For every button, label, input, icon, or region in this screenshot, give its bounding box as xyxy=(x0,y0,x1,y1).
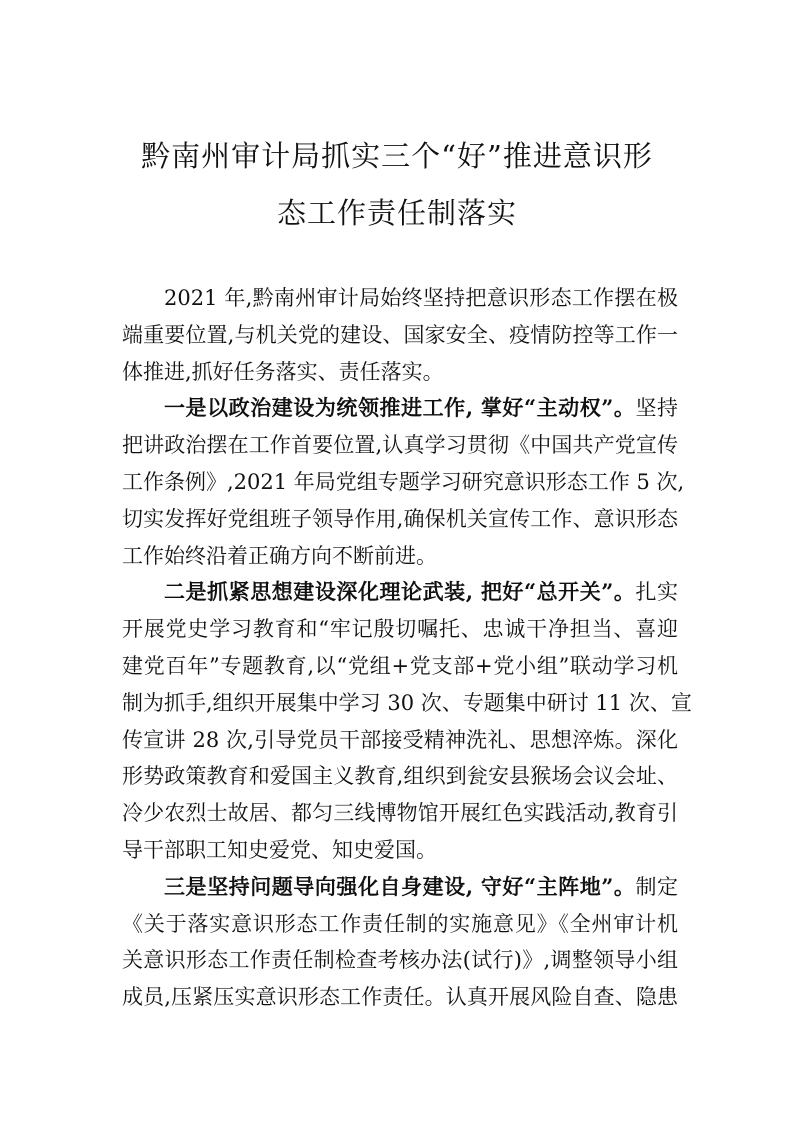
paragraph-lead-heading: 三是坚持问题导向强化自身建设, 守好“主阵地”。 xyxy=(164,873,636,899)
paragraph-line xyxy=(122,538,678,575)
paragraph xyxy=(122,869,678,1016)
paragraph-line-text: 制为抓手,组织开展集中学习 30 次、专题集中研讨 11 次、宣 xyxy=(122,690,692,715)
paragraph-line xyxy=(122,906,678,943)
paragraph-line xyxy=(122,758,678,795)
paragraph-lead-heading: 一是以政治建设为统领推进工作, 掌好“主动权”。 xyxy=(164,395,636,421)
paragraph-line xyxy=(122,722,678,759)
paragraph-line xyxy=(122,832,678,869)
paragraph-line xyxy=(122,942,678,979)
paragraph-line-text: 坚持 xyxy=(635,396,679,421)
document-body xyxy=(122,280,692,1016)
paragraph-line xyxy=(122,354,678,391)
paragraph-line-text: 把讲政治摆在工作首要位置,认真学习贯彻《中国共产党宣传 xyxy=(122,433,678,458)
document-title-line-2: 态工作责任制落实 xyxy=(276,196,517,230)
paragraph-line xyxy=(122,869,678,906)
paragraph-line xyxy=(122,464,685,501)
paragraph-line-text: 2021 年,黔南州审计局始终坚持把意识形态工作摆在极 xyxy=(164,286,678,310)
paragraph-line-text: 切实发挥好党组班子领导作用,确保机关宣传工作、意识形态 xyxy=(122,506,678,531)
paragraph-line-text: 形势政策教育和爱国主义教育,组织到瓮安县猴场会议会址、 xyxy=(122,764,678,789)
paragraph-line xyxy=(122,390,678,427)
paragraph-line-text: 体推进,抓好任务落实、责任落实。 xyxy=(122,359,444,384)
paragraph-line-text: 导干部职工知史爱党、知史爱国。 xyxy=(122,837,437,862)
document-title-line-1: 黔南州审计局抓实三个“好”推进意识形 xyxy=(141,139,653,173)
paragraph-line xyxy=(122,611,678,648)
paragraph-line-text: 《关于落实意识形态工作责任制的实施意见》《全州审计机 xyxy=(122,911,678,936)
paragraph-line-text: 传宣讲 28 次,引导党员干部接受精神洗礼、思想淬炼。深化 xyxy=(122,727,678,752)
paragraph-line xyxy=(122,685,692,722)
paragraph-line-text: 制定 xyxy=(635,874,679,899)
paragraph-line xyxy=(122,648,678,685)
paragraph-line-text: 扎实 xyxy=(635,580,679,605)
paragraph-line xyxy=(122,574,678,611)
paragraph xyxy=(122,574,692,868)
paragraph xyxy=(122,390,685,574)
paragraph-line xyxy=(122,317,678,354)
paragraph-line-text: 关意识形态工作责任制检查考核办法(试行)》,调整领导小组 xyxy=(122,948,678,973)
paragraph-line-text: 端重要位置,与机关党的建设、国家安全、疫情防控等工作一 xyxy=(122,322,678,347)
paragraph-line-text: 工作条例》,2021 年局党组专题学习研究意识形态工作 5 次, xyxy=(122,469,685,494)
paragraph-line xyxy=(122,427,678,464)
paragraph-line xyxy=(122,979,678,1016)
paragraph-line-text: 建党百年”专题教育,以“党组+党支部+党小组”联动学习机 xyxy=(122,653,678,678)
paragraph-line-text: 工作始终沿着正确方向不断前进。 xyxy=(122,543,437,568)
paragraph-line xyxy=(122,280,678,317)
paragraph-line-text: 开展党史学习教育和“牢记殷切嘱托、忠诚干净担当、喜迎 xyxy=(122,617,678,642)
paragraph-lead-heading: 二是抓紧思想建设深化理论武装, 把好“总开关”。 xyxy=(164,579,636,605)
paragraph xyxy=(122,280,678,390)
paragraph-line-text: 成员,压紧压实意识形态工作责任。认真开展风险自查、隐患 xyxy=(122,985,678,1010)
paragraph-line-text: 冷少农烈士故居、都匀三线博物馆开展红色实践活动,教育引 xyxy=(122,801,678,826)
paragraph-line xyxy=(122,795,678,832)
paragraph-line xyxy=(122,501,678,538)
